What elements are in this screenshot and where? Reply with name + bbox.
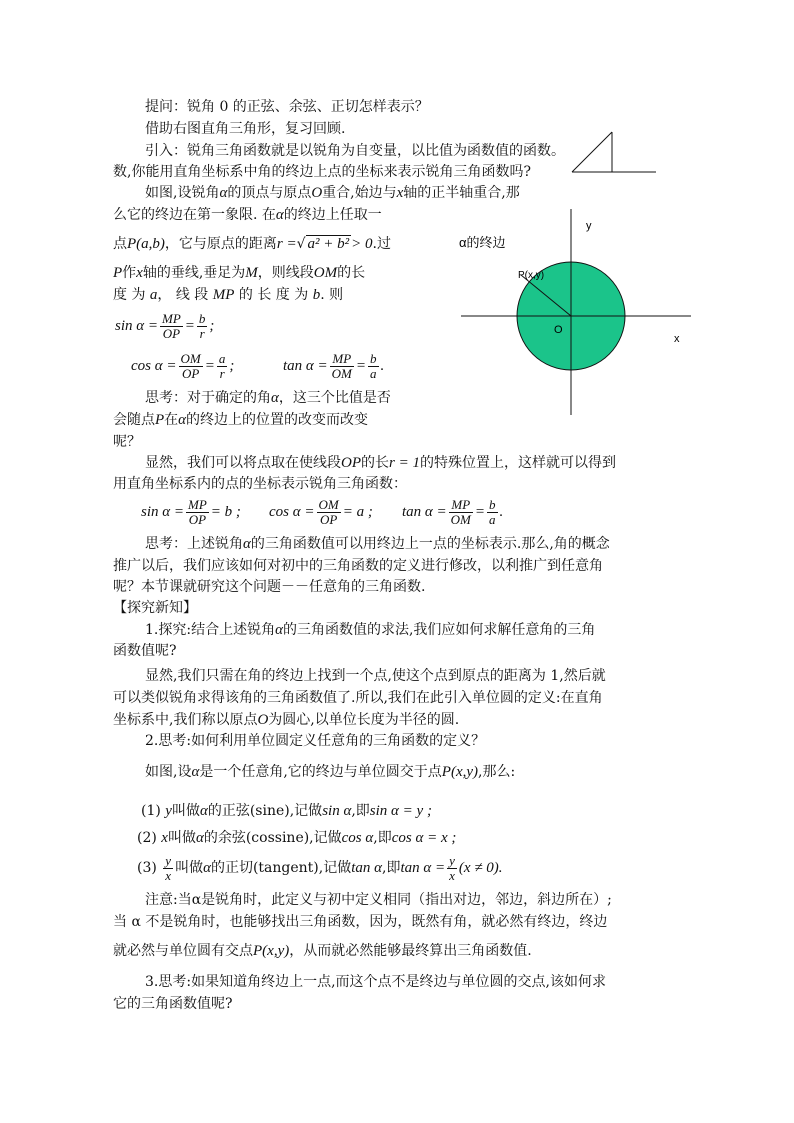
think-1-line-2: 会随点P在α的终边上的位置的改变而改变 [113, 412, 369, 428]
definition-sine: (1) y叫做α的正弦(sine),记做sin α,即sin α = y ; [141, 803, 432, 819]
sin-formula-unit: sin α = $\frac{MP}{OP}$ = b ; [141, 496, 241, 527]
y-axis-label: y [586, 220, 592, 232]
review-line: 借助右图直角三角形，复习回顾. [145, 121, 346, 137]
tan-formula-acute: tan α = $\frac{MP}{OM}$ = $\frac{b}{a}$ . [283, 350, 385, 381]
explore-5-line-1: 3.思考:如果知道角终边上一点,而这个点不是终边与单位圆的交点,该如何求 [145, 974, 606, 990]
obvious-line-2: 用直角坐标系内的点的坐标表示锐角三角函数： [113, 476, 407, 492]
note-line-2: 当 α 不是锐角时，也能够找出三角函数，因为，既然有角，就必然有终边，终边 [113, 914, 608, 930]
note-line-3: 就必然与单位圆有交点P(x,y)，从而就必然能够最终算出三角函数值. [113, 943, 532, 959]
explore-4-line: 如图,设α是一个任意角,它的终边与单位圆交于点P(x,y),那么: [145, 764, 516, 780]
setup-line-2: 么它的终边在第一象限. 在α的终边上任取一 [113, 207, 382, 223]
explore-5-line-2: 它的三角函数值呢? [113, 996, 233, 1012]
cos-formula-unit: cos α = $\frac{OM}{OP}$ = a ; [269, 496, 373, 527]
definition-cosine: (2) x叫做α的余弦(cossine),记做cos α,即cos α = x ; [137, 830, 457, 846]
section-heading: 【探究新知】 [113, 600, 197, 616]
setup-line-3: 点P(a,b)，它与原点的距离r =√ a² + b² > 0.过 [113, 236, 391, 252]
definition-tangent: (3) $\frac{y}{x}$ 叫做α的正切(tangent),记做tan α,即tan α = $\frac{y}{x}$ (x ≠ 0). [137, 852, 503, 883]
question-line: 提问：锐角 0 的正弦、余弦、正切怎样表示？ [145, 99, 429, 115]
think-1-line-3: 呢？ [113, 434, 141, 450]
setup-line-5: 度 为 a， 线 段 MP 的 长 度 为 b. 则 [113, 287, 344, 303]
explore-1-line-1: 1.探究:结合上述锐角α的三角函数值的求法,我们应如何求解任意角的三角 [145, 622, 596, 638]
think-2-line-2: 推广以后，我们应该如何对初中的三角函数的定义进行修改，以利推广到任意角 [113, 558, 603, 574]
explore-3-line: 2.思考:如何利用单位圆定义任意角的三角函数的定义？ [145, 733, 486, 749]
note-line-1: 注意:当α是锐角时，此定义与初中定义相同（指出对边，邻边，斜边所在）; [145, 892, 612, 908]
explore-2-line-1: 显然,我们只需在角的终边上找到一个点,使这个点到原点的距离为 1,然后就 [145, 668, 606, 684]
point-p-label: P(x,y) [518, 270, 545, 281]
explore-2-line-3: 坐标系中,我们称以原点O为圆心,以单位长度为半径的圆. [113, 712, 460, 728]
setup-line-4: P作x轴的垂线,垂足为M，则线段OM的长 [113, 265, 366, 281]
tan-formula-unit: tan α = $\frac{MP}{OM}$ = $\frac{b}{a}$ . [402, 496, 504, 527]
x-axis-label: x [674, 333, 680, 345]
sin-formula-acute: sin α = $\frac{MP}{OP}$ = $\frac{b}{r}$ ; [115, 310, 215, 341]
think-1-line-1: 思考：对于确定的角α，这三个比值是否 [145, 390, 391, 406]
origin-label: O [554, 324, 563, 336]
think-2-line-3: 呢？本节课就研究这个问题－－任意角的三角函数. [113, 579, 426, 595]
intro-line-2: 数,你能用直角坐标系中角的终边上点的坐标来表示锐角三角函数吗? [113, 164, 531, 180]
intro-line-1: 引入：锐角三角函数就是以锐角为自变量，以比值为函数值的函数。 [145, 143, 565, 159]
think-2-line-1: 思考：上述锐角α的三角函数值可以用终边上一点的坐标表示.那么,角的概念 [145, 536, 610, 552]
setup-line-1: 如图,设锐角α的顶点与原点O重合,始边与x轴的正半轴重合,那 [145, 185, 520, 201]
terminal-side-label: α的终边 [459, 235, 506, 250]
obvious-line-1: 显然，我们可以将点取在使线段OP的长r = 1的特殊位置上，这样就可以得到 [145, 455, 616, 471]
explore-1-line-2: 函数值呢? [113, 643, 177, 659]
cos-formula-acute: cos α = $\frac{OM}{OP}$ = $\frac{a}{r}$ ; [131, 350, 235, 381]
explore-2-line-2: 可以类似锐角求得该角的三角函数值了.所以,我们在此引入单位圆的定义:在直角 [113, 690, 603, 706]
right-triangle-figure [570, 126, 660, 176]
unit-circle-figure [455, 205, 700, 420]
